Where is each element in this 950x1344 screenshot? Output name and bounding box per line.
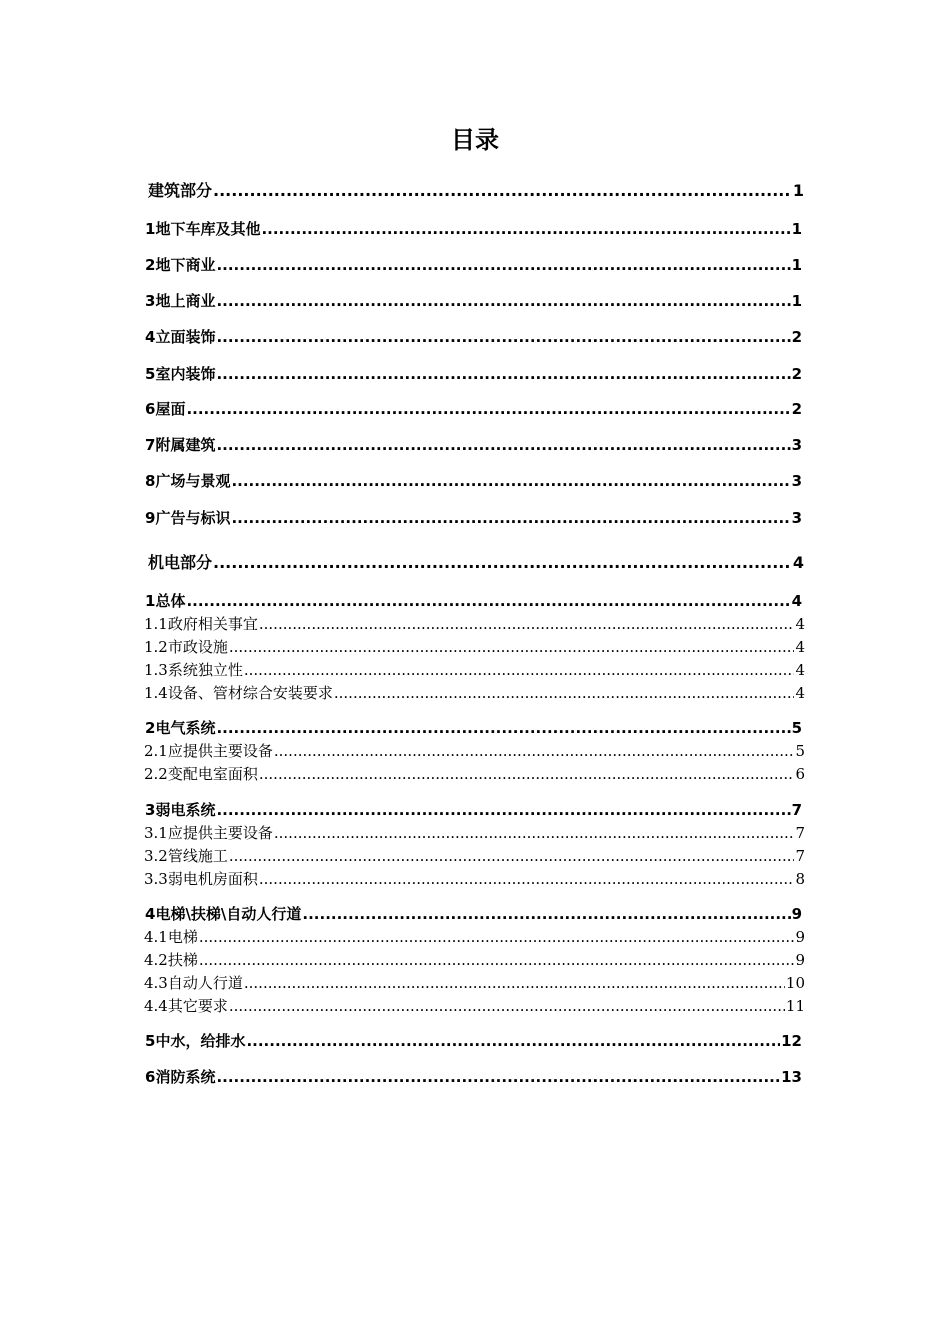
toc-dot-leader [213, 552, 792, 574]
toc-dot-leader [259, 613, 795, 635]
toc-entry-page: 2 [791, 328, 802, 346]
toc-dot-leader [302, 903, 790, 925]
toc-entry[interactable] [144, 740, 805, 762]
toc-entry-title: 机电部分 [148, 553, 213, 572]
toc-entry[interactable] [145, 507, 802, 529]
toc-entry-page: 1 [791, 292, 802, 310]
toc-dot-leader [216, 717, 790, 739]
toc-entry-number: 9 [145, 509, 156, 527]
toc-entry[interactable] [145, 717, 802, 739]
toc-entry-page: 10 [785, 974, 805, 992]
toc-entry-number: 3.3 [144, 870, 168, 888]
toc-entry-number: 5 [145, 1032, 156, 1050]
toc-entry-title: 地下车库及其他 [155, 220, 261, 238]
toc-entry-page: 7 [795, 824, 805, 842]
toc-entry[interactable] [145, 218, 802, 240]
toc-entry-number: 4.4 [144, 997, 168, 1015]
toc-dot-leader [216, 1066, 780, 1088]
toc-entry-title: 地下商业 [155, 256, 216, 274]
toc-entry[interactable] [145, 434, 802, 456]
toc-entry-title: 系统独立性 [167, 661, 243, 679]
toc-dot-leader [261, 218, 790, 240]
toc-dot-leader [216, 434, 790, 456]
toc-entry[interactable] [145, 903, 802, 925]
toc-entry-page: 9 [795, 951, 805, 969]
toc-dot-leader [216, 290, 790, 312]
toc-entry[interactable] [144, 659, 805, 681]
toc-entry-title: 消防系统 [155, 1068, 216, 1086]
toc-entry-page: 1 [792, 181, 804, 200]
toc-entry-page: 3 [791, 509, 802, 527]
toc-entry-title: 扶梯 [167, 951, 198, 969]
toc-entry-page: 3 [791, 436, 802, 454]
toc-entry-number: 4.3 [144, 974, 168, 992]
toc-entry-number: 5 [145, 365, 156, 383]
toc-dot-leader [216, 363, 790, 385]
toc-entry-number: 4 [145, 328, 156, 346]
toc-entry[interactable] [145, 254, 802, 276]
toc-entry-title: 附属建筑 [155, 436, 216, 454]
toc-entry-page: 1 [791, 220, 802, 238]
toc-dot-leader [186, 398, 790, 420]
toc-entry-page: 4 [795, 661, 805, 679]
toc-entry-title: 其它要求 [167, 997, 228, 1015]
toc-entry-page: 2 [791, 400, 802, 418]
toc-entry[interactable] [145, 363, 802, 385]
toc-entry[interactable] [145, 799, 802, 821]
toc-entry-title: 地上商业 [155, 292, 216, 310]
toc-entry[interactable] [144, 949, 805, 971]
toc-entry-number: 4 [145, 905, 156, 923]
toc-entry-title: 总体 [155, 592, 186, 610]
toc-entry-number: 1.3 [144, 661, 168, 679]
toc-entry[interactable] [144, 926, 805, 948]
toc-dot-leader [274, 740, 795, 762]
toc-entry-page: 2 [791, 365, 802, 383]
toc-entry-title: 广场与景观 [155, 472, 231, 490]
toc-entry-page: 4 [792, 553, 804, 572]
toc-entry-page: 13 [781, 1068, 802, 1086]
toc-entry-page: 4 [795, 684, 805, 702]
toc-entry-page: 4 [791, 592, 802, 610]
toc-entry-number: 4.1 [144, 928, 168, 946]
toc-entry-title: 弱电机房面积 [167, 870, 258, 888]
toc-dot-leader [186, 590, 790, 612]
toc-dot-leader [244, 659, 795, 681]
toc-dot-leader [213, 180, 792, 202]
toc-dot-leader [334, 682, 795, 704]
toc-entry-number: 2.2 [144, 765, 168, 783]
toc-entry-title: 应提供主要设备 [167, 742, 273, 760]
toc-entry-title: 电梯\扶梯\自动人行道 [155, 905, 302, 923]
toc-dot-leader [229, 636, 795, 658]
toc-dot-leader [259, 868, 795, 890]
toc-dot-leader [244, 972, 785, 994]
toc-entry-page: 9 [791, 905, 802, 923]
toc-entry[interactable] [145, 1066, 802, 1088]
toc-entry-number: 1.2 [144, 638, 168, 656]
toc-entry[interactable] [145, 1030, 802, 1052]
toc-entry-page: 12 [781, 1032, 802, 1050]
toc-entry-page: 5 [791, 719, 802, 737]
toc-entry-number: 6 [145, 1068, 156, 1086]
toc-entry-page: 4 [795, 615, 805, 633]
toc-entry[interactable] [144, 613, 805, 635]
toc-dot-leader [229, 995, 785, 1017]
toc-entry-number: 1.1 [144, 615, 168, 633]
toc-entry-title: 屋面 [155, 400, 186, 418]
toc-entry[interactable] [144, 763, 805, 785]
toc-entry-page: 7 [795, 847, 805, 865]
toc-entry[interactable] [144, 822, 805, 844]
toc-entry-number: 1 [145, 220, 156, 238]
toc-entry-page: 5 [795, 742, 805, 760]
toc-entry-title: 电梯 [167, 928, 198, 946]
toc-entry-title: 室内装饰 [155, 365, 216, 383]
toc-entry-page: 11 [785, 997, 805, 1015]
toc-entry-title: 立面装饰 [155, 328, 216, 346]
toc-entry[interactable] [145, 290, 802, 312]
toc-entry[interactable] [144, 972, 805, 994]
toc-entry-number: 7 [145, 436, 156, 454]
toc-entry-title: 弱电系统 [155, 801, 216, 819]
toc-entry-number: 8 [145, 472, 156, 490]
toc-entry-page: 8 [795, 870, 805, 888]
toc-dot-leader [229, 845, 795, 867]
toc-dot-leader [199, 949, 795, 971]
toc-dot-leader [216, 254, 790, 276]
toc-entry[interactable] [145, 326, 802, 348]
toc-entry[interactable] [144, 682, 805, 704]
toc-entry-page: 9 [795, 928, 805, 946]
toc-entry[interactable] [144, 995, 805, 1017]
toc-entry[interactable] [144, 868, 805, 890]
toc-entry-title: 管线施工 [167, 847, 228, 865]
toc-entry-title: 广告与标识 [155, 509, 231, 527]
toc-entry-page: 4 [795, 638, 805, 656]
toc-entry-title: 市政设施 [167, 638, 228, 656]
toc-entry[interactable] [144, 845, 805, 867]
toc-entry-number: 1.4 [144, 684, 168, 702]
toc-entry-title: 应提供主要设备 [167, 824, 273, 842]
toc-dot-leader [216, 326, 790, 348]
toc-entry-number: 2 [145, 719, 156, 737]
toc-entry-title: 政府相关事宜 [167, 615, 258, 633]
toc-entry[interactable] [145, 590, 802, 612]
toc-entry-title: 设备、管材综合安装要求 [167, 684, 333, 702]
toc-entry-number: 3 [145, 292, 156, 310]
toc-entry-number: 2 [145, 256, 156, 274]
toc-entry[interactable] [148, 180, 804, 202]
toc-dot-leader [216, 799, 790, 821]
toc-entry-page: 1 [791, 256, 802, 274]
toc-dot-leader [246, 1030, 780, 1052]
toc-entry-page: 7 [791, 801, 802, 819]
toc-entry-number: 3 [145, 801, 156, 819]
toc-entry-number: 2.1 [144, 742, 168, 760]
toc-entry-number: 3.2 [144, 847, 168, 865]
toc-entry-title: 建筑部分 [148, 181, 213, 200]
toc-entry[interactable] [145, 398, 802, 420]
toc-entry-title: 中水，给排水 [155, 1032, 246, 1050]
toc-dot-leader [274, 822, 795, 844]
toc-entry[interactable] [145, 470, 802, 492]
toc-entry-number: 3.1 [144, 824, 168, 842]
toc-entry-title: 自动人行道 [167, 974, 243, 992]
page-title: 目录 [451, 126, 499, 154]
toc-entry[interactable] [144, 636, 805, 658]
toc-entry-number: 4.2 [144, 951, 168, 969]
toc-entry-number: 1 [145, 592, 156, 610]
toc-dot-leader [231, 470, 790, 492]
toc-entry-page: 6 [795, 765, 805, 783]
toc-entry[interactable] [148, 552, 804, 574]
toc-entry-title: 电气系统 [155, 719, 216, 737]
toc-entry-page: 3 [791, 472, 802, 490]
toc-entry-title: 变配电室面积 [167, 765, 258, 783]
toc-dot-leader [231, 507, 790, 529]
toc-dot-leader [259, 763, 795, 785]
toc-dot-leader [199, 926, 795, 948]
toc-entry-number: 6 [145, 400, 156, 418]
